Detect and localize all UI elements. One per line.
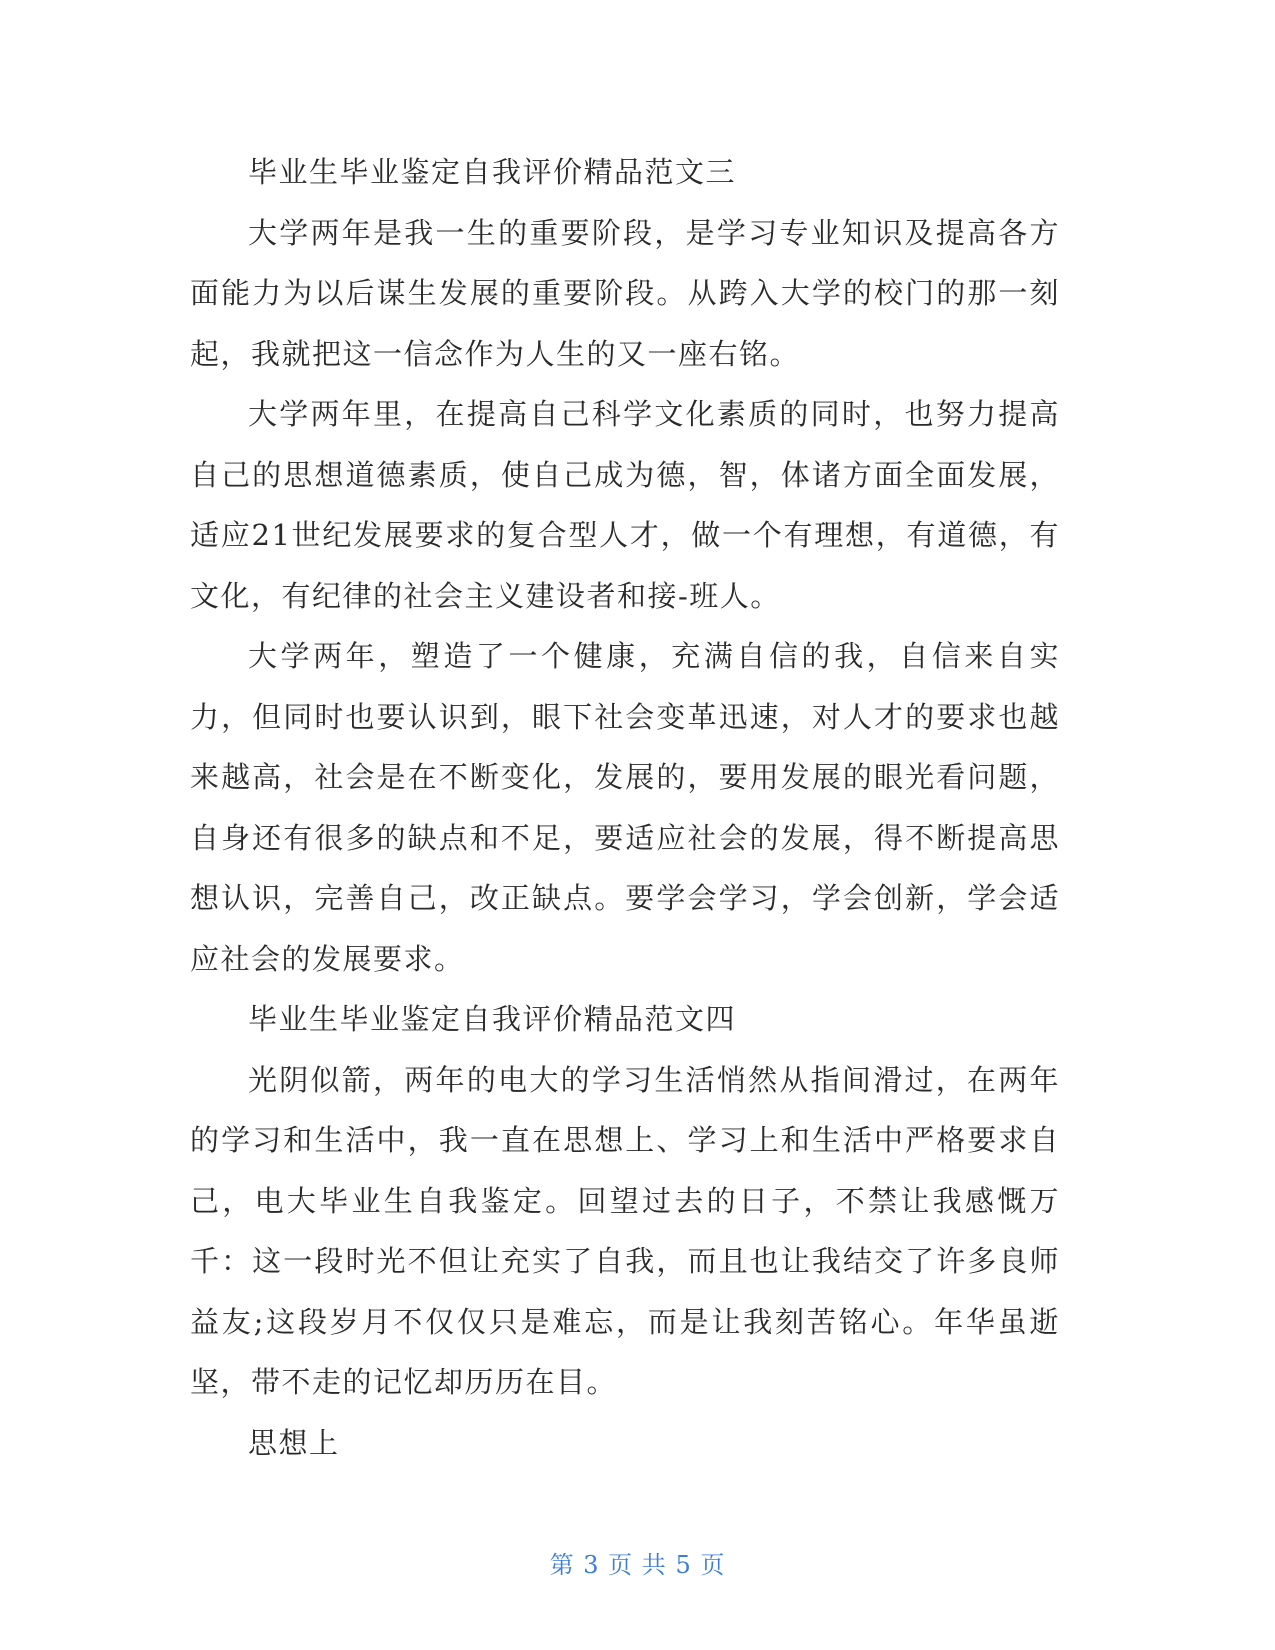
section-heading-4: 毕业生毕业鉴定自我评价精品范文四: [248, 1002, 737, 1036]
paragraph: 大学两年是我一生的重要阶段，是学习专业知识及提高各方面能力为以后谋生发展的重要阶段。从跨入大学的校门的那一刻起，我就把这一信念作为人生的又一座右铭。: [190, 215, 1060, 371]
paragraph: 大学两年，塑造了一个健康，充满自信的我，自信来自实力，但同时也要认识到，眼下社会变革迅速，对人才的要求也越来越高，社会是在不断变化，发展的，要用发展的眼光看问题，自身还有很多的缺点和不足，要适应社会的发展，得不断提高思想认识，完善自己，改正缺点。要学会学习，学会创新，学会适应社会的发展要求。: [190, 639, 1060, 976]
paragraph: 光阴似箭，两年的电大的学习生活悄然从指间滑过，在两年的学习和生活中，我一直在思想上、学习上和生活中严格要求自己，电大毕业生自我鉴定。回望过去的日子，不禁让我感慨万千：这一段时光不但让充实了自我，而且也让我结交了许多良师益友;这段岁月不仅仅只是难忘，而是让我刻苦铭心。年华虽逝坚，带不走的记忆却历历在目。: [190, 1062, 1060, 1399]
paragraph: 大学两年里，在提高自己科学文化素质的同时，也努力提高自己的思想道德素质，使自己成为德，智，体诸方面全面发展，适应21世纪发展要求的复合型人才，做一个有理想，有道德，有文化，有纪律的社会主义建设者和接-班人。: [190, 397, 1060, 613]
page-number-footer: 第 3 页 共 5 页: [549, 1551, 726, 1579]
subheading-thought: 思想上: [248, 1425, 340, 1460]
document-body: [190, 142, 1060, 1473]
section-heading-3: 毕业生毕业鉴定自我评价精品范文三: [248, 155, 737, 189]
